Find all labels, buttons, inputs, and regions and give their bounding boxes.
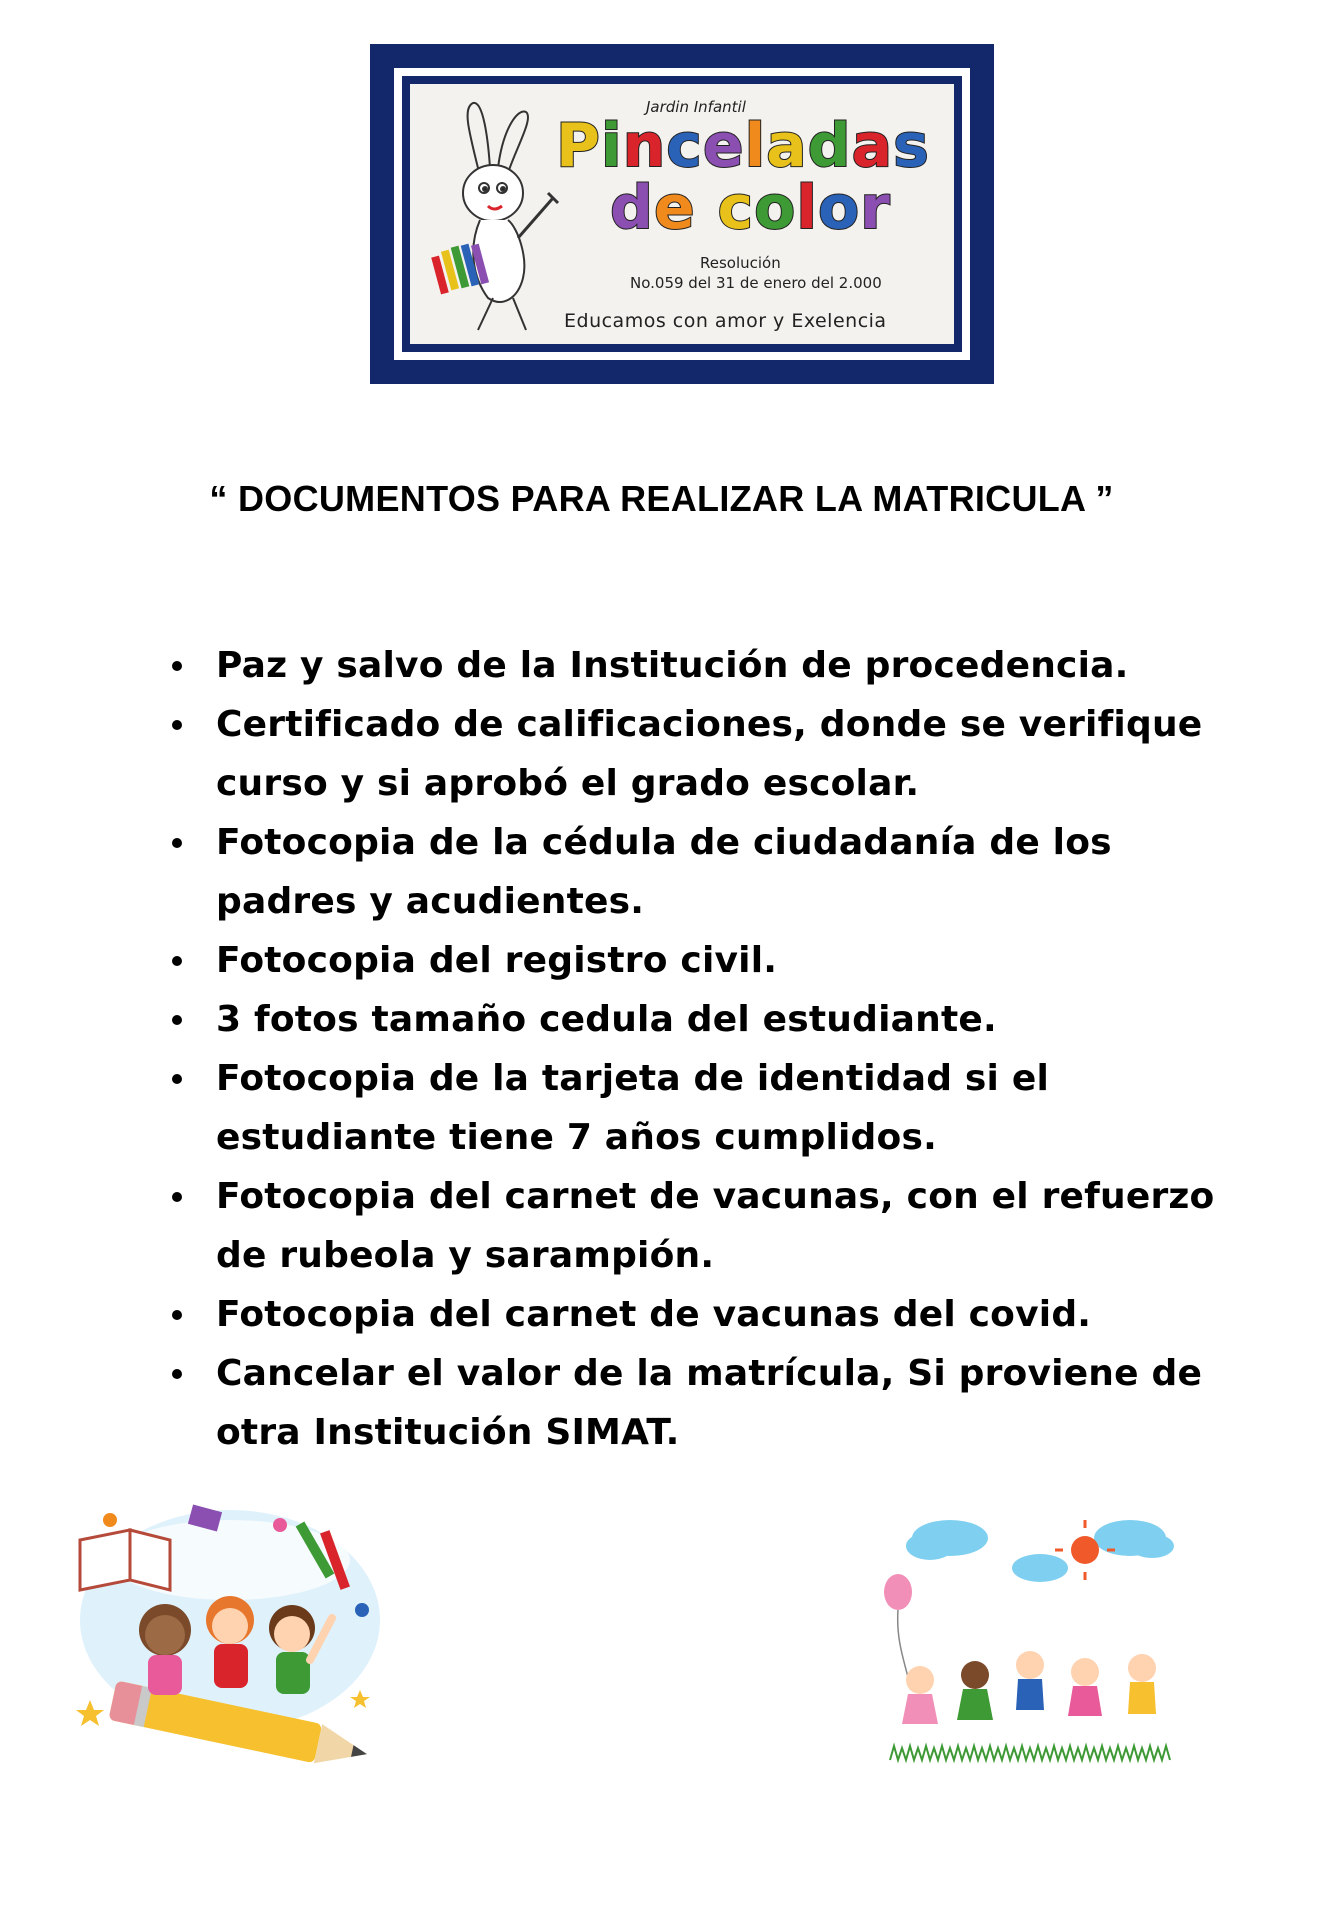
school-logo: [370, 44, 994, 384]
bunny-mascot-icon: [418, 98, 568, 338]
document-item-line: Cancelar el valor de la matrícula, Si proviene de: [216, 1353, 1203, 1394]
documents-list: [168, 636, 1288, 1462]
bullet-icon: [172, 1310, 182, 1320]
document-item-line: curso y si aprobó el grado escolar.: [216, 763, 920, 804]
kids-on-pencil-illustration: [70, 1500, 390, 1770]
document-item: [168, 813, 1288, 931]
logo-resolution-label: Resolución: [700, 254, 781, 272]
document-item-line: Fotocopia del carnet de vacunas, con el refuerzo: [216, 1176, 1215, 1217]
logo-word-de-color: de color: [610, 173, 891, 243]
document-item-line: Fotocopia de la tarjeta de identidad si el: [216, 1058, 1049, 1099]
bullet-icon: [172, 1369, 182, 1379]
kids-jumping-with-balloon-illustration: [880, 1510, 1210, 1770]
logo-word-pinceladas: Pinceladas: [556, 111, 930, 181]
page-title: “ DOCUMENTOS PARA REALIZAR LA MATRICULA ”: [209, 478, 1114, 519]
document-item: [168, 931, 1288, 990]
bullet-icon: [172, 1074, 182, 1084]
document-item: [168, 1285, 1288, 1344]
document-item: [168, 1049, 1288, 1167]
document-item: [168, 695, 1288, 813]
document-item: [168, 636, 1288, 695]
document-item: [168, 1167, 1288, 1285]
document-item-line: padres y acudientes.: [216, 881, 645, 922]
document-item-line: Paz y salvo de la Institución de procedencia.: [216, 645, 1129, 686]
bullet-icon: [172, 720, 182, 730]
document-item-line: Certificado de calificaciones, donde se verifique: [216, 704, 1203, 745]
logo-slogan: Educamos con amor y Exelencia: [564, 310, 887, 332]
document-item-line: Fotocopia de la cédula de ciudadanía de los: [216, 822, 1112, 863]
document-item-line: estudiante tiene 7 años cumplidos.: [216, 1117, 937, 1158]
document-item-line: Fotocopia del carnet de vacunas del covid.: [216, 1294, 1092, 1335]
logo-resolution-text: No.059 del 31 de enero del 2.000: [630, 274, 882, 292]
bullet-icon: [172, 838, 182, 848]
document-item: [168, 1344, 1288, 1462]
document-item-line: 3 fotos tamaño cedula del estudiante.: [216, 999, 997, 1040]
bullet-icon: [172, 956, 182, 966]
bullet-icon: [172, 661, 182, 671]
bullet-icon: [172, 1192, 182, 1202]
document-item-line: Fotocopia del registro civil.: [216, 940, 778, 981]
document-item-line: otra Institución SIMAT.: [216, 1412, 680, 1453]
document-item: [168, 990, 1288, 1049]
document-item-line: de rubeola y sarampión.: [216, 1235, 715, 1276]
logo-subtitle: Jardin Infantil: [646, 98, 746, 116]
bullet-icon: [172, 1015, 182, 1025]
logo-canvas: [410, 84, 954, 344]
